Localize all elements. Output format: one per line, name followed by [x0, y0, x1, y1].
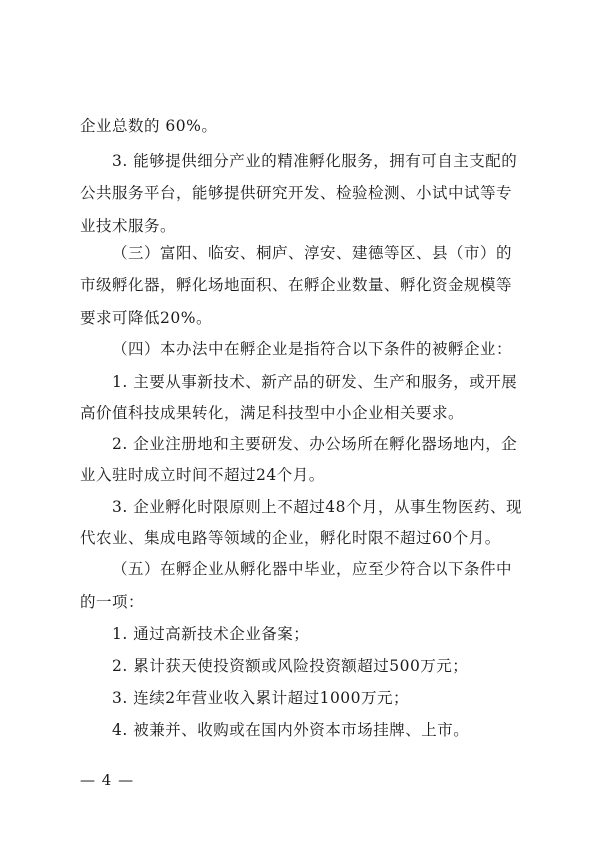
paragraph-line: 1. 主要从事新技术、新产品的研发、生产和服务，或开展 [112, 373, 518, 391]
paragraph-line: （五）在孵企业从孵化器中毕业，应至少符合以下条件中 [112, 560, 513, 578]
paragraph-line: （三）富阳、临安、桐庐、淳安、建德等区、县（市）的 [112, 244, 513, 262]
paragraph-line: （四）本办法中在孵企业是指符合以下条件的被孵企业： [112, 340, 513, 358]
paragraph-line: 业技术服务。 [80, 217, 177, 235]
paragraph-line: 2. 企业注册地和主要研发、办公场所在孵化器场地内，企 [112, 435, 518, 453]
paragraph-line: 企业总数的 60%。 [80, 117, 218, 135]
paragraph-line: 3. 企业孵化时限原则上不超过48个月，从事生物医药、现 [112, 498, 522, 516]
list-item: 1. 通过高新技术企业备案； [112, 625, 310, 643]
list-item: 3. 连续2年营业收入累计超过1000万元； [112, 689, 410, 707]
paragraph-line: 的一项： [80, 593, 145, 611]
paragraph-line: 要求可降低20%。 [80, 309, 212, 327]
paragraph-line: 业入驻时成立时间不超过24个月。 [80, 466, 325, 484]
paragraph-line: 3. 能够提供细分产业的精准孵化服务，拥有可自主支配的 [112, 152, 518, 170]
list-item: 2. 累计获天使投资额或风险投资额超过500万元； [112, 657, 469, 675]
paragraph-line: 高价值科技成果转化，满足科技型中小企业相关要求。 [80, 404, 465, 422]
page-number: — 4 — [80, 771, 135, 789]
list-item: 4. 被兼并、收购或在国内外资本市场挂牌、上市。 [112, 721, 470, 739]
paragraph-line: 代农业、集成电路等领域的企业，孵化时限不超过60个月。 [80, 529, 501, 547]
paragraph-line: 公共服务平台，能够提供研究开发、检验检测、小试中试等专 [80, 184, 513, 202]
paragraph-line: 市级孵化器，孵化场地面积、在孵企业数量、孵化资金规模等 [80, 276, 513, 294]
